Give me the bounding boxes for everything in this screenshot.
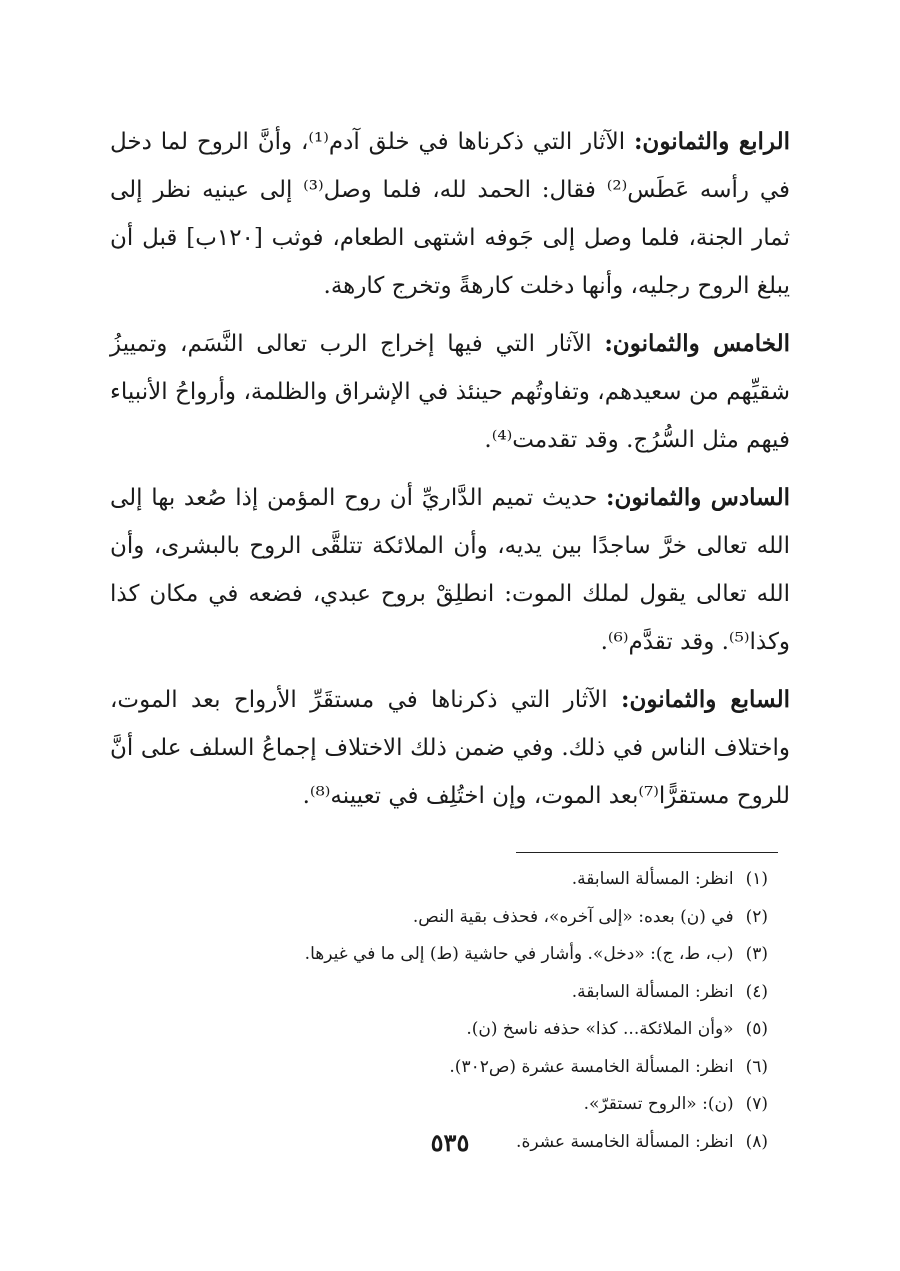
footnote-item (110, 974, 768, 1012)
footnote-text: (ن): «الروح تستقرّ». (583, 1094, 734, 1114)
footnote-item (110, 1011, 768, 1049)
footnotes (110, 861, 768, 1161)
paragraph-body: الآثار التي فيها إخراج الرب تعالى النَّسَم، وتمييزُ شقيِّهم من سعيدهم، وتفاوتُهم حينئذ في الإشراق والظلمة، وأرواحُ الأنبياء فيهم مثل السُّرُج. وقد تقدمت⁽⁴⁾. (110, 331, 790, 453)
footnote-text: انظر: المسألة الخامسة عشرة. (516, 1131, 734, 1152)
paragraph-body: الآثار التي ذكرناها في خلق آدم⁽¹⁾، وأنَّ الروح لما دخل في رأسه عَطَس⁽²⁾ فقال: الحمد لله، فلما وصل⁽³⁾ إلى عينيه نظر إلى ثمار الجنة، فلما وصل إلى جَوفه اشتهى الطعام، فوثب [١٢٠ب] قبل أن يبلغ الروح رجليه، وأنها دخلت كارهةً وتخرج كارهة. (110, 129, 790, 299)
footnote-item (110, 936, 768, 974)
paragraph-heading: الرابع والثمانون: (633, 128, 791, 155)
paragraph-84 (110, 118, 790, 310)
footnote-text: في (ن) بعده: «إلى آخره»، فحذف بقية النص. (412, 906, 734, 927)
footnote-item (110, 899, 768, 937)
paragraph-heading: السابع والثمانون: (620, 686, 790, 713)
footnote-text: انظر: المسألة السابقة. (571, 981, 734, 1002)
page-content (110, 118, 790, 1161)
paragraph-body: الآثار التي ذكرناها في مستقَرِّ الأرواح بعد الموت، واختلاف الناس في ذلك. وفي ضمن ذلك الاختلاف إجماعُ السلف على أنَّ للروح مستقرًّا⁽⁷⁾بعد الموت، وإن اختُلِف في تعيينه⁽⁸⁾. (110, 687, 790, 809)
footnote-number: (١) (745, 869, 768, 889)
paragraph-86 (110, 474, 790, 666)
footnote-number: (٧) (745, 1094, 768, 1114)
footnote-item (110, 1049, 768, 1087)
paragraph-85 (110, 320, 790, 464)
paragraph-87 (110, 676, 790, 820)
footnote-divider (516, 852, 778, 853)
footnote-item (110, 861, 768, 899)
footnote-number: (٤) (745, 981, 768, 1002)
footnote-number: (٥) (745, 1019, 768, 1039)
paragraph-body: حديث تميم الدَّاريِّ أن روح المؤمن إذا صُعد بها إلى الله تعالى خرَّ ساجدًا بين يديه، وأن الملائكة تتلقَّى الروح بالبشرى، وأن الله تعالى يقول لملك الموت: انطلِقْ بروح عبدي، فضعه في مكان كذا وكذا⁽⁵⁾. وقد تقدَّم⁽⁶⁾. (110, 485, 790, 655)
footnote-number: (٢) (745, 906, 768, 927)
footnote-number: (٣) (745, 944, 768, 964)
paragraph-heading: الخامس والثمانون: (604, 330, 790, 357)
footnote-text: انظر: المسألة السابقة. (571, 869, 734, 889)
footnote-text: انظر: المسألة الخامسة عشرة (ص٣٠٢). (449, 1056, 734, 1077)
page-number: ٥٣٥ (430, 1128, 470, 1157)
footnote-item (110, 1086, 768, 1124)
footnote-number: (٦) (745, 1056, 768, 1077)
footnote-text: (ب، ط، ج): «دخل». وأشار في حاشية (ط) إلى ما في غيرها. (304, 944, 734, 964)
footnote-number: (٨) (745, 1131, 768, 1152)
footnote-text: «وأن الملائكة... كذا» حذفه ناسخ (ن). (466, 1019, 734, 1039)
paragraph-heading: السادس والثمانون: (605, 484, 790, 511)
